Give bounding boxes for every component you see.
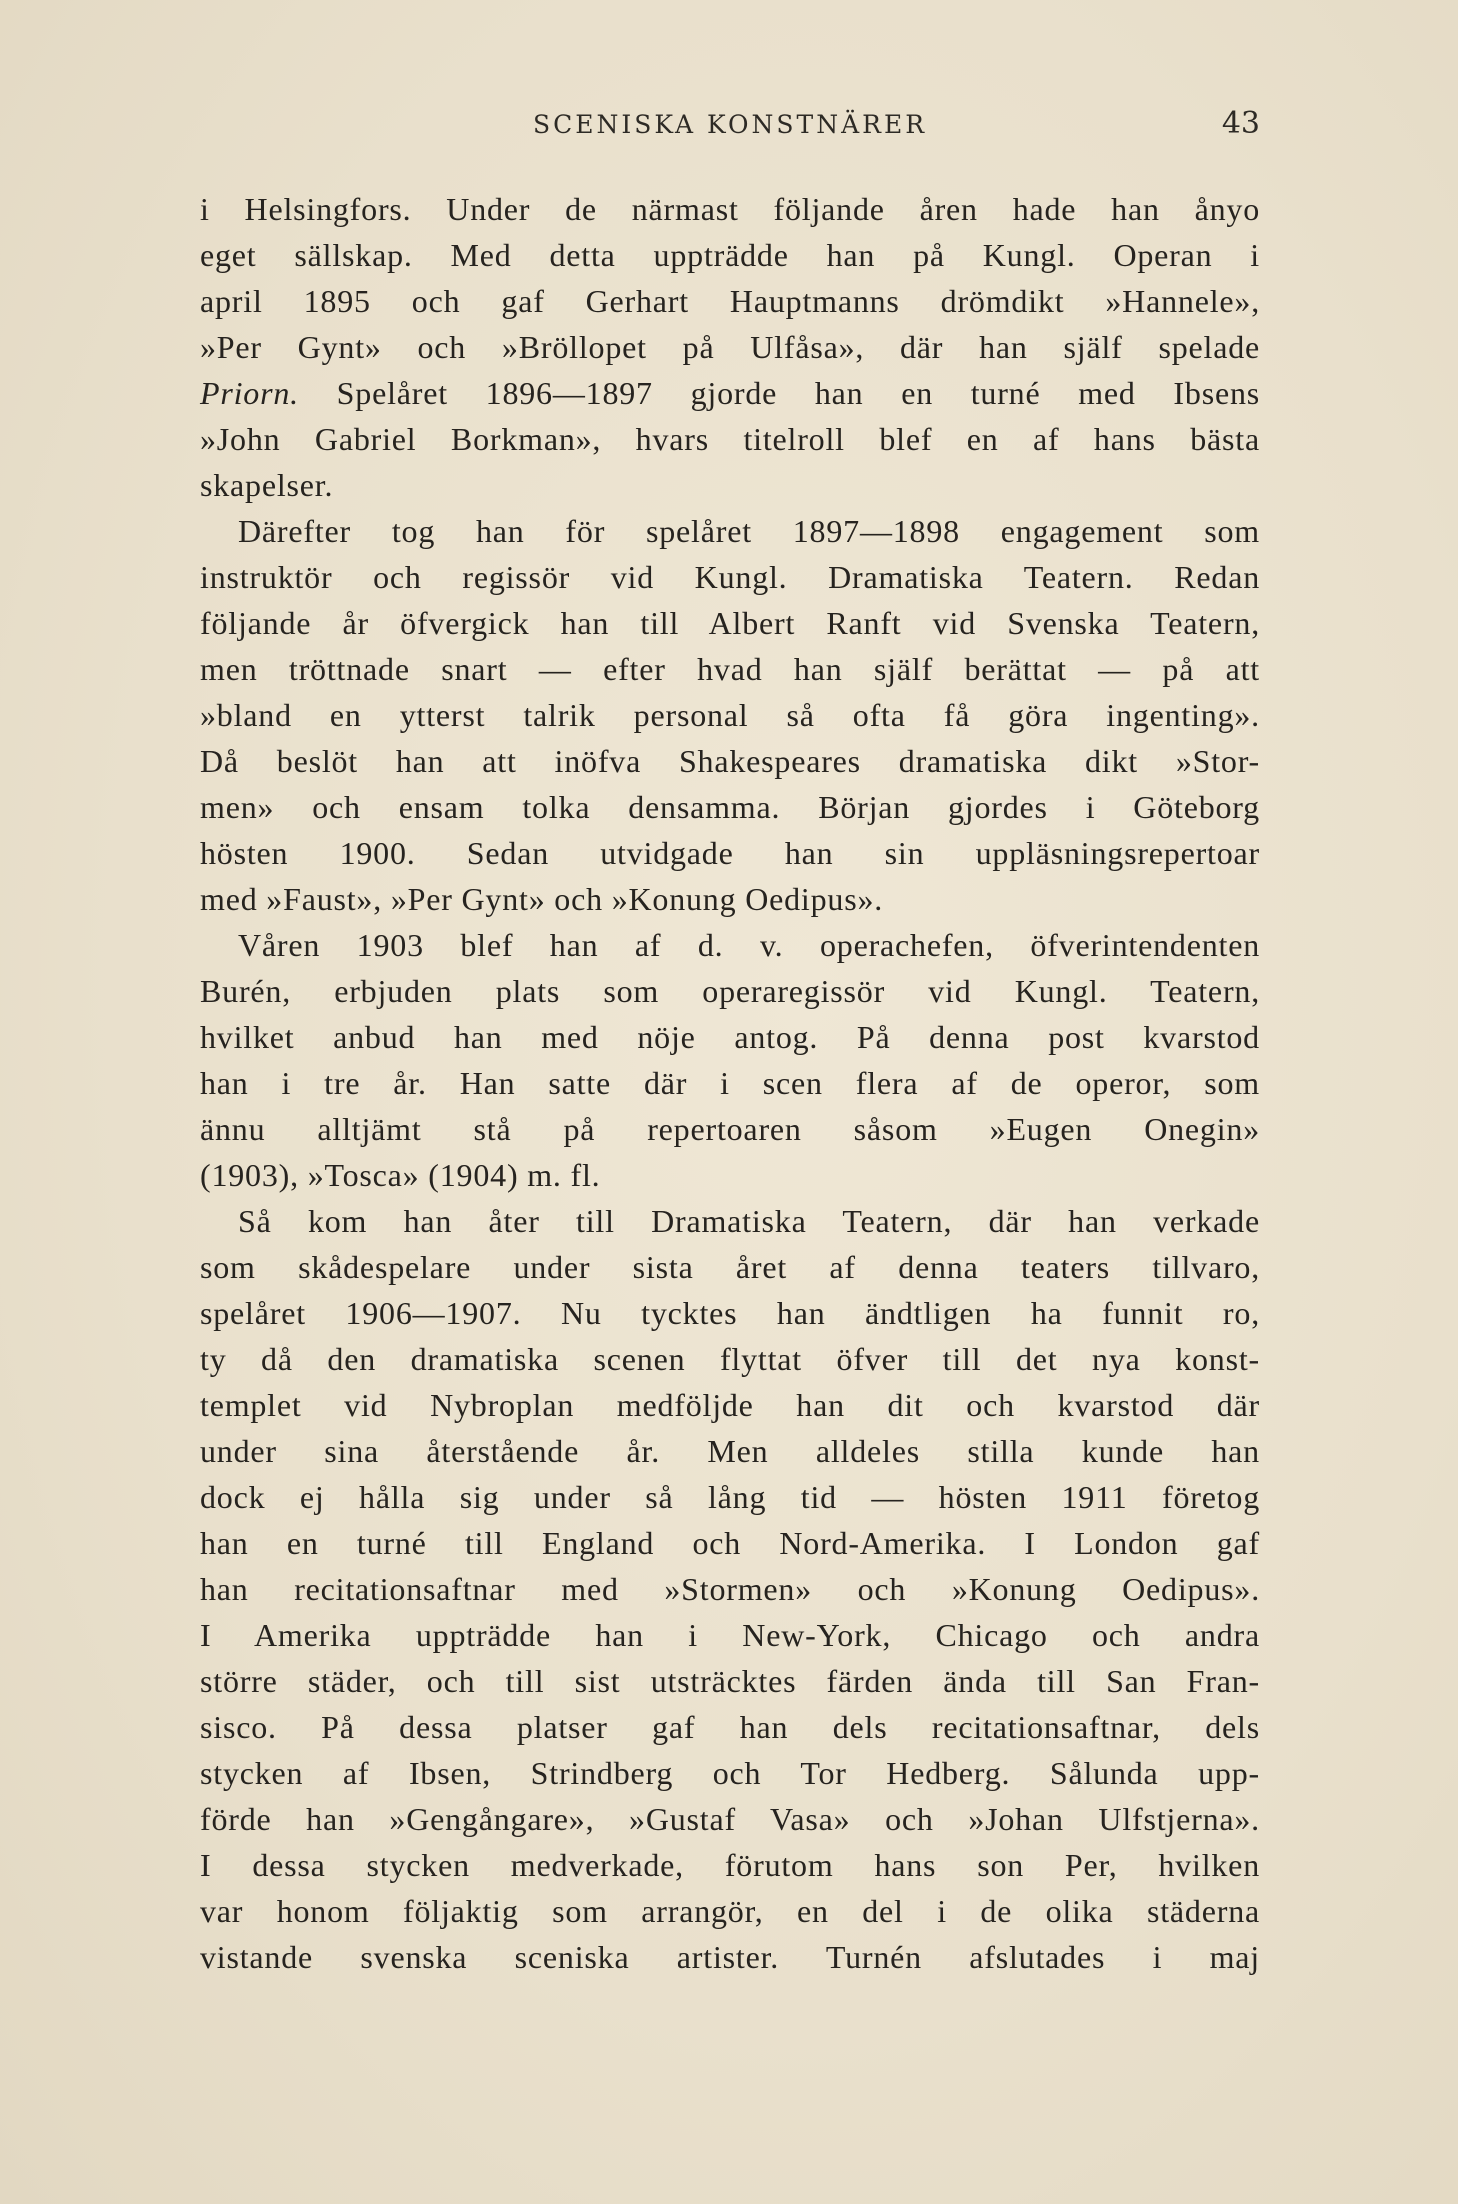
text-line: [200, 1612, 1260, 1658]
line-text: han recitationsaftnar med »Stormen» och »Konung Oedipus».: [200, 1571, 1260, 1607]
text-line: [200, 1474, 1260, 1520]
line-text: ty då den dramatiska scenen flyttat öfver till det nya konst-: [200, 1341, 1260, 1377]
text-line: [200, 1704, 1260, 1750]
line-text: under sina återstående år. Men alldeles stilla kunde han: [200, 1433, 1260, 1469]
text-line: [200, 1014, 1260, 1060]
line-text: april 1895 och gaf Gerhart Hauptmanns drömdikt »Hannele»,: [200, 283, 1260, 319]
line-text: Spelåret 1896—1897 gjorde han en turné med Ibsens: [298, 375, 1260, 411]
line-text: följande år öfvergick han till Albert Ranft vid Svenska Teatern,: [200, 605, 1260, 641]
line-text: (1903), »Tosca» (1904) m. fl.: [200, 1157, 601, 1193]
line-text: eget sällskap. Med detta uppträdde han på Kungl. Operan i: [200, 237, 1260, 273]
line-text: spelåret 1906—1907. Nu tycktes han ändtligen ha funnit ro,: [200, 1295, 1260, 1331]
text-line: [200, 1520, 1260, 1566]
line-text: hvilket anbud han med nöje antog. På denna post kvarstod: [200, 1019, 1260, 1055]
line-text: instruktör och regissör vid Kungl. Dramatiska Teatern. Redan: [200, 559, 1260, 595]
line-text: templet vid Nybroplan medföljde han dit och kvarstod där: [200, 1387, 1260, 1423]
line-text: förde han »Gengångare», »Gustaf Vasa» och »Johan Ulfstjerna».: [200, 1801, 1260, 1837]
line-text: han i tre år. Han satte där i scen flera af de operor, som: [200, 1065, 1260, 1101]
line-text: Därefter tog han för spelåret 1897—1898 engagement som: [238, 513, 1260, 549]
page-header: [200, 106, 1260, 150]
text-line: [200, 324, 1260, 370]
text-line: [200, 830, 1260, 876]
text-line: [200, 1934, 1260, 1980]
text-line: [200, 1152, 1260, 1198]
line-text: »John Gabriel Borkman», hvars titelroll blef en af hans bästa: [200, 421, 1260, 457]
line-text: Burén, erbjuden plats som operaregissör vid Kungl. Teatern,: [200, 973, 1260, 1009]
text-line: [200, 738, 1260, 784]
text-line: [200, 1888, 1260, 1934]
text-line: [200, 1336, 1260, 1382]
text-line: [200, 784, 1260, 830]
line-text: Då beslöt han att inöfva Shakespeares dramatiska dikt »Stor-: [200, 743, 1260, 779]
line-text: var honom följaktig som arrangör, en del i de olika städerna: [200, 1893, 1260, 1929]
text-line: [200, 922, 1260, 968]
body-text: [200, 186, 1260, 1980]
line-text: men tröttnade snart — efter hvad han själf berättat — på att: [200, 651, 1260, 687]
text-line: [200, 692, 1260, 738]
text-line: [200, 1290, 1260, 1336]
line-text: i Helsingfors. Under de närmast följande åren hade han ånyo: [200, 191, 1260, 227]
line-text: vistande svenska sceniska artister. Turnén afslutades i maj: [200, 1939, 1260, 1975]
line-text: som skådespelare under sista året af denna teaters tillvaro,: [200, 1249, 1260, 1285]
line-text: han en turné till England och Nord-Amerika. I London gaf: [200, 1525, 1260, 1561]
line-text: Våren 1903 blef han af d. v. operachefen, öfverintendenten: [238, 927, 1260, 963]
text-line: [200, 416, 1260, 462]
text-line: [200, 1796, 1260, 1842]
text-line: [200, 600, 1260, 646]
line-text: »Per Gynt» och »Bröllopet på Ulfåsa», där han själf spelade: [200, 329, 1260, 365]
line-text: dock ej hålla sig under så lång tid — hösten 1911 företog: [200, 1479, 1260, 1515]
text-line: [200, 462, 1260, 508]
text-line: [200, 1198, 1260, 1244]
line-text: ännu alltjämt stå på repertoaren såsom »Eugen Onegin»: [200, 1111, 1260, 1147]
text-line: [200, 646, 1260, 692]
text-line: [200, 232, 1260, 278]
italic-text: Priorn.: [200, 375, 299, 411]
text-line: [200, 554, 1260, 600]
text-line: [200, 370, 1260, 416]
line-text: större städer, och till sist utsträcktes färden ända till San Fran-: [200, 1663, 1260, 1699]
page-number: 43: [1221, 106, 1260, 141]
text-line: [200, 876, 1260, 922]
text-line: [200, 508, 1260, 554]
line-text: sisco. På dessa platser gaf han dels recitationsaftnar, dels: [200, 1709, 1260, 1745]
text-line: [200, 1382, 1260, 1428]
line-text: »bland en ytterst talrik personal så ofta få göra ingenting».: [200, 697, 1260, 733]
line-text: Så kom han åter till Dramatiska Teatern, där han verkade: [238, 1203, 1260, 1239]
line-text: I Amerika uppträdde han i New-York, Chicago och andra: [200, 1617, 1260, 1653]
line-text: med »Faust», »Per Gynt» och »Konung Oedipus».: [200, 881, 884, 917]
text-line: [200, 968, 1260, 1014]
running-title: SCENISKA KONSTNÄRER: [532, 110, 928, 139]
line-text: skapelser.: [200, 467, 334, 503]
line-text: stycken af Ibsen, Strindberg och Tor Hedberg. Sålunda upp-: [200, 1755, 1260, 1791]
text-line: [200, 186, 1260, 232]
text-line: [200, 1106, 1260, 1152]
text-line: [200, 1060, 1260, 1106]
text-line: [200, 1428, 1260, 1474]
line-text: I dessa stycken medverkade, förutom hans son Per, hvilken: [200, 1847, 1260, 1883]
text-line: [200, 278, 1260, 324]
text-line: [200, 1750, 1260, 1796]
text-line: [200, 1658, 1260, 1704]
text-line: [200, 1244, 1260, 1290]
line-text: hösten 1900. Sedan utvidgade han sin uppläsningsrepertoar: [200, 835, 1260, 871]
text-line: [200, 1842, 1260, 1888]
text-line: [200, 1566, 1260, 1612]
line-text: men» och ensam tolka densamma. Början gjordes i Göteborg: [200, 789, 1260, 825]
